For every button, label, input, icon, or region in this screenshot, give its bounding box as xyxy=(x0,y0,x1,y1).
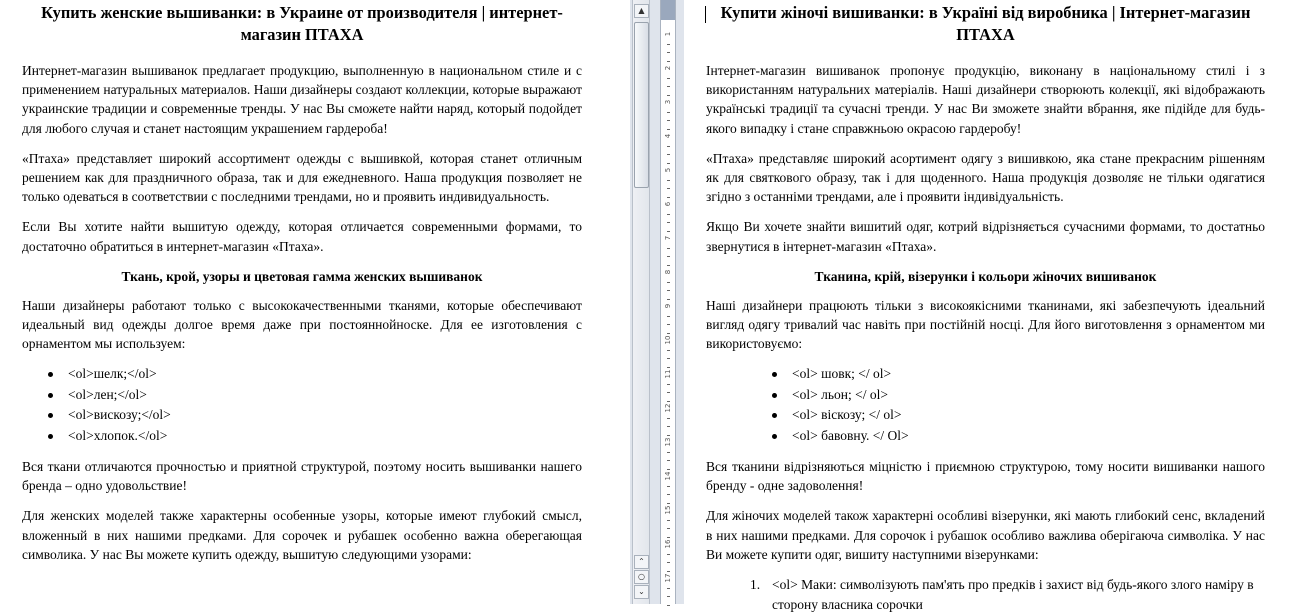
ruler-label: 3 xyxy=(664,99,672,105)
ruler-tick xyxy=(667,418,670,419)
ruler-tick xyxy=(667,248,670,249)
ruler-tick xyxy=(667,384,670,385)
paragraph: Наши дизайнеры работают только с высококачественными тканями, которые обеспечивают идеальный вид одежды долгое время даже при постояннойноске. Для ее изготовления с орнаментом мы используем: xyxy=(22,297,582,352)
page-title-left: Купить женские вышиванки: в Украине от производителя | интернет-магазин ПТАХА xyxy=(41,3,563,44)
ruler-tick xyxy=(667,188,670,189)
ruler-label: 15 xyxy=(664,505,672,515)
ruler-tick xyxy=(667,78,670,79)
ruler-tick xyxy=(667,562,670,563)
list-number: 1. xyxy=(750,577,761,593)
page-title-right: Купити жіночі вишиванки: в Україні від виробника | Інтернет-магазин ПТАХА xyxy=(720,3,1251,44)
paragraph: Для жіночих моделей також характерні особливі візерунки, які мають глибокий сенс, вкладений в них нашими предками. Для сорочок і рубашок особливо важлива оберігаюча символіка. У нас Ви можете купити одяг, вишиту наступними візерунками: xyxy=(706,508,1265,562)
ruler-tick xyxy=(667,154,670,155)
ruler-tick xyxy=(667,146,670,147)
ruler-tick xyxy=(667,392,670,393)
ruler-label: 7 xyxy=(664,235,672,241)
ruler-tick xyxy=(667,350,670,351)
ruler-label: 4 xyxy=(664,133,672,139)
ruler-label: 6 xyxy=(664,201,672,207)
ruler-tick xyxy=(667,588,670,589)
ruler-margin-shade xyxy=(661,0,675,20)
materials-list-left xyxy=(22,364,582,446)
previous-page-icon[interactable]: ⌃ xyxy=(634,555,649,569)
ruler-label: 5 xyxy=(664,167,672,173)
ruler-label: 17 xyxy=(664,573,672,583)
ruler-tick xyxy=(667,528,670,529)
ruler-tick xyxy=(667,222,670,223)
ruler-tick xyxy=(667,52,670,53)
scrollbar-thumb[interactable] xyxy=(634,22,649,188)
ruler-tick xyxy=(667,486,670,487)
ruler-label: 9 xyxy=(664,303,672,309)
paragraph: Вся тканини відрізняються міцністю і приємною структурою, тому носити вишиванки нашого бренду - одне задоволення! xyxy=(706,459,1265,494)
ruler-label: 13 xyxy=(664,437,672,447)
ruler-label: 11 xyxy=(664,369,672,379)
paragraph: Інтернет-магазин вишиванок пропонує продукцію, виконану в національному стилі і з використанням натуральних матеріалів. Наші дизайнери створюють колекції, які відображають українські традиції та сучасні тренди. У нас Ви зможете знайти вбрання, яке підійде для будь-якого випадку і стане справжньою окрасою гардеробу! xyxy=(706,63,1265,136)
paragraph: Вся ткани отличаются прочностью и приятной структурой, поэтому носить вышиванки нашего бренда – одно удовольствие! xyxy=(22,459,582,494)
ruler-tick xyxy=(667,605,670,606)
list-item: <ol> бавовну. </ Ol> xyxy=(772,426,1265,446)
paragraph: Интернет-магазин вышиванок предлагает продукцию, выполненную в национальном стиле и с применением натуральных материалов. Наши дизайнеры создают коллекции, которые выражают украинские традиции и современные тренды. У нас Вы сможете найти наряд, который подойдет для любого случая и станет настоящим украшением гардероба! xyxy=(22,63,582,136)
ruler-tick xyxy=(667,44,670,45)
paragraph: Наші дизайнери працюють тільки з високоякісними тканинами, які забезпечують ідеальний вигляд одягу тривалий час навіть при постійній носці. Для його виготовлення з орнаментом ми використовуємо: xyxy=(706,297,1265,352)
list-item-text: <ol> Маки: символізують пам'ять про предків і захист від будь-якого злого наміру в сторону власника сорочки xyxy=(772,577,1254,612)
ruler-tick xyxy=(667,452,670,453)
section-heading-right: Тканина, крій, візерунки і кольори жіночих вишиванок xyxy=(814,268,1157,284)
ruler-tick xyxy=(667,494,670,495)
ruler-label: 1 xyxy=(664,31,672,37)
scroll-up-icon[interactable]: ▲ xyxy=(634,4,649,18)
next-page-icon[interactable]: ⌄ xyxy=(634,585,649,599)
ruler-label: 10 xyxy=(664,335,672,345)
materials-list-right xyxy=(706,364,1265,446)
list-item: <ol>хлопок.</ol> xyxy=(48,426,582,446)
document-pane-right[interactable] xyxy=(684,0,1298,612)
browse-object-icon[interactable]: ○ xyxy=(634,570,649,584)
ruler-tick xyxy=(667,426,670,427)
ruler-tick xyxy=(667,554,670,555)
ruler-label: 12 xyxy=(664,403,672,413)
ruler-tick xyxy=(667,324,670,325)
ruler-tick xyxy=(667,256,670,257)
ruler-tick xyxy=(667,290,670,291)
ruler-tick xyxy=(667,316,670,317)
ruler-tick xyxy=(667,112,670,113)
ruler-tick xyxy=(667,460,670,461)
paragraph: «Птаха» представляє широкий асортимент одягу з вишивкою, яка стане прекрасним рішенням як для святкового образу, так і для щоденного. Наша продукція дозволяє не тільки одягатися згідно з останніми трендами, але і проявити індивідуальність. xyxy=(706,150,1265,205)
paragraph: Якщо Ви хочете знайти вишитий одяг, котрий відрізняється сучасними формами, то достатньо звернутися в інтернет-магазин «Птаха». xyxy=(706,219,1265,254)
list-item: <ol> віскозу; </ ol> xyxy=(772,405,1265,425)
patterns-list-right xyxy=(706,575,1265,614)
paragraph: «Птаха» представляет широкий ассортимент одежды с вышивкой, которая станет отличным решением как для праздничного образа, так и для ежедневного. Наша продукция позволяет не только одеваться в соответствии с последними трендами, но и проявить индивидуальность. xyxy=(22,150,582,205)
ruler-tick xyxy=(667,282,670,283)
paragraph: Для женских моделей также характерны особенные узоры, которые имеют глубокий смысл, вложенный в них нашими предками. Для сорочек и рубашек особенно важна оберегающая символика. У нас Вы можете купить одежду, вышитую следующими узорами: xyxy=(22,508,582,562)
ruler-tick xyxy=(667,120,670,121)
list-item: <ol>шелк;</ol> xyxy=(48,364,582,384)
list-item xyxy=(750,575,1265,614)
ruler-tick xyxy=(667,520,670,521)
ruler-tick xyxy=(667,86,670,87)
list-item: <ol> льон; </ ol> xyxy=(772,385,1265,405)
paragraph: Если Вы хотите найти вышитую одежду, которая отличается современными формами, то достаточно обратиться в интернет-магазин «Птаха». xyxy=(22,219,582,254)
ruler-tick xyxy=(667,214,670,215)
ruler-tick xyxy=(667,596,670,597)
section-heading-left: Ткань, крой, узоры и цветовая гамма женских вышиванок xyxy=(121,268,483,284)
list-item: <ol>лен;</ol> xyxy=(48,385,582,405)
vertical-ruler[interactable] xyxy=(660,0,676,604)
document-pane-left[interactable] xyxy=(0,0,630,604)
ruler-tick xyxy=(667,180,670,181)
list-item: <ol>вискозу;</ol> xyxy=(48,405,582,425)
list-item: <ol> шовк; </ ol> xyxy=(772,364,1265,384)
ruler-label: 14 xyxy=(664,471,672,481)
text-cursor xyxy=(705,6,706,23)
vertical-scrollbar[interactable] xyxy=(632,0,650,604)
ruler-label: 2 xyxy=(664,65,672,71)
ruler-label: 16 xyxy=(664,539,672,549)
ruler-tick xyxy=(667,358,670,359)
ruler-label: 8 xyxy=(664,269,672,275)
